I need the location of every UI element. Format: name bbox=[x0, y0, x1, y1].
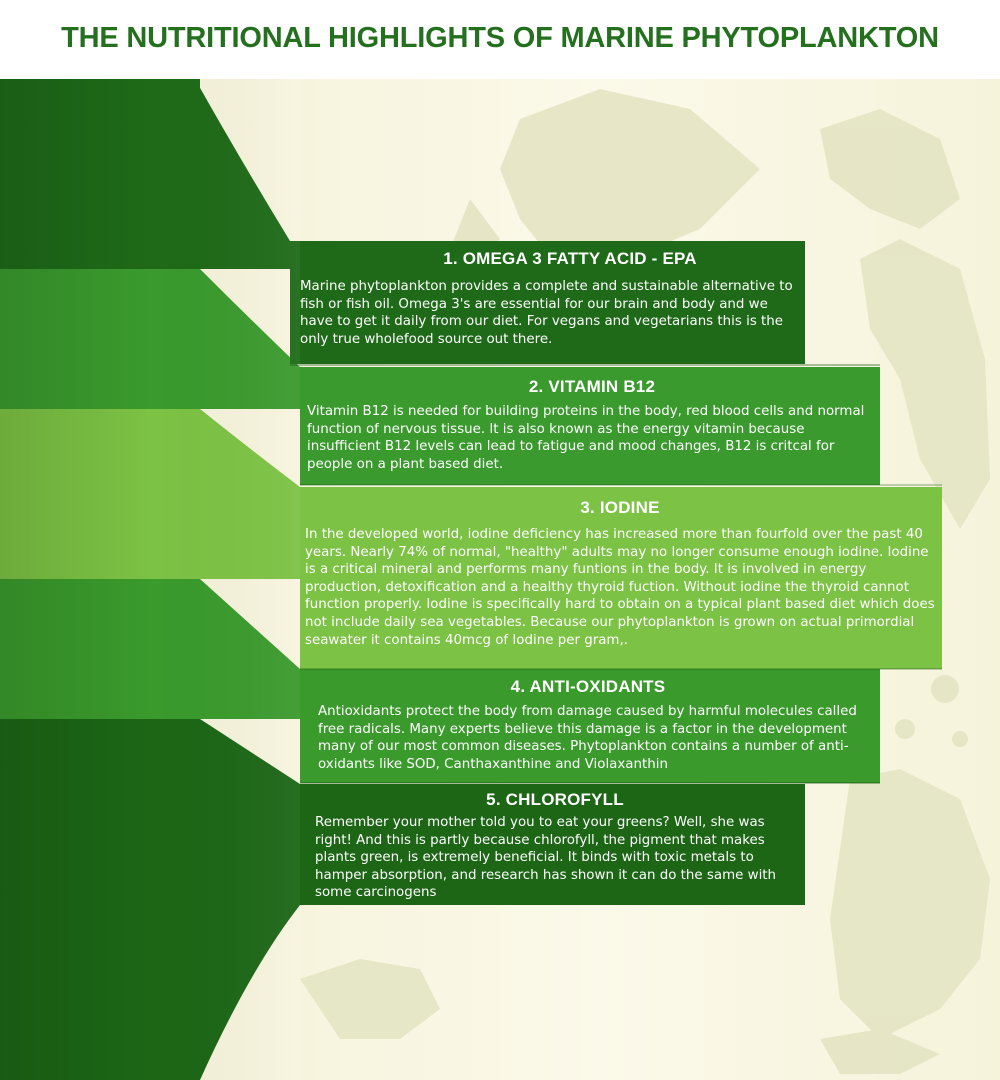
section-heading: 1. OMEGA 3 FATTY ACID - EPA bbox=[443, 249, 697, 268]
infographic-panel bbox=[0, 79, 1000, 1080]
page-title: THE NUTRITIONAL HIGHLIGHTS OF MARINE PHYTOPLANKTON bbox=[61, 22, 939, 54]
section-vitamin-b12 bbox=[307, 377, 877, 473]
section-omega3 bbox=[300, 249, 800, 348]
section-iodine bbox=[305, 498, 935, 649]
section-body: In the developed world, iodine deficiency has increased more than fourfold over the past 40 years. Nearly 74% of normal, "healthy" adults may no longer consume enough iodine. Iodine is a critical mineral and performs many funtions in the body. It is involved in energy production, detoxification and a healthy thyroid fuction. Without iodine the thyroid cannot function properly. Iodine is specifically hard to obtain on a typical plant based diet which does not include daily sea vegetables. Because our phytoplankton is grown on actual primordial seawater it contains 40mcg of Iodine per gram,. bbox=[305, 527, 935, 648]
section-chlorofyll bbox=[315, 790, 795, 902]
section-body: Antioxidants protect the body from damage caused by harmful molecules called free radicals. Many experts believe this damage is a factor in the development many of our most common diseases. Phytoplankton contains a number of anti-oxidants like SOD, Canthaxanthine and Violaxanthin bbox=[318, 704, 857, 772]
section-body: Marine phytoplankton provides a complete and sustainable alternative to fish or fish oil. Omega 3's are essential for our brain and body and we have to get it daily from our diet. For vegans and vegetarians this is the only true wholefood source out there. bbox=[300, 279, 793, 347]
section-body: Vitamin B12 is needed for building proteins in the body, red blood cells and normal function of nervous tissue. It is also known as the energy vitamin because insufficient B12 levels can lead to fatigue and mood changes, B12 is critcal for people on a plant based diet. bbox=[307, 404, 865, 472]
section-heading: 5. CHLOROFYLL bbox=[486, 790, 624, 809]
section-heading: 3. IODINE bbox=[580, 498, 660, 517]
section-body: Remember your mother told you to eat your greens? Well, she was right! And this is partly because chlorofyll, the pigment that makes plants green, is extremely beneficial. It binds with toxic metals to hamper absorption, and research has shown it can do the same with some carcinogens bbox=[315, 815, 777, 901]
section-anti-oxidants bbox=[318, 677, 858, 773]
section-heading: 4. ANTI-OXIDANTS bbox=[510, 677, 666, 696]
section-heading: 2. VITAMIN B12 bbox=[528, 377, 656, 396]
